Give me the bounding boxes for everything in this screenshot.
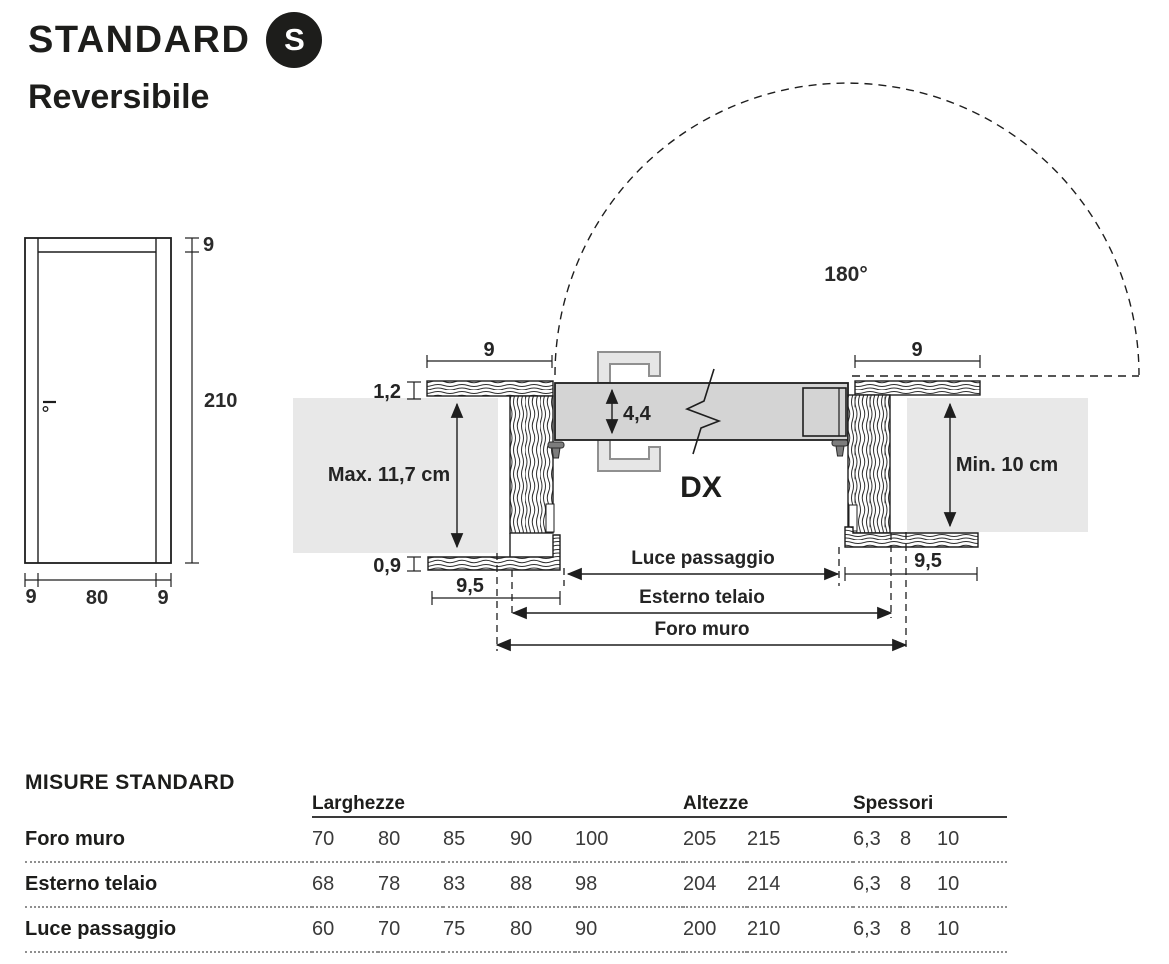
row-label: Luce passaggio [25, 908, 312, 953]
table-cell: 10 [937, 908, 1007, 953]
table-cell: 8 [900, 908, 937, 953]
table-cell: 60 [312, 908, 378, 953]
dim-casing-thickness: 1,2 [373, 381, 401, 403]
col-group-altezze: Altezze [683, 793, 853, 818]
dim-right-casing-width: 9 [911, 339, 923, 361]
dim-left-frame: 9 [25, 586, 37, 608]
table-cell: 70 [378, 908, 443, 953]
table-cell: 80 [510, 908, 575, 953]
table-cell: 8 [900, 818, 937, 863]
table-title: MISURE STANDARD [25, 771, 235, 794]
table-cell: 10 [937, 863, 1007, 908]
table-cell: 215 [747, 818, 853, 863]
table-cell: 8 [900, 863, 937, 908]
page-title: STANDARD [28, 18, 251, 61]
dim-right-frame-depth: 9,5 [914, 550, 942, 572]
badge-letter: S [284, 22, 305, 57]
table-cell: 90 [575, 908, 683, 953]
row-label: Esterno telaio [25, 863, 312, 908]
dim-left-frame-depth: 9,5 [456, 575, 484, 597]
table-cell: 6,3 [853, 863, 900, 908]
dim-right-frame: 9 [157, 587, 169, 609]
table-cell: 85 [443, 818, 510, 863]
table-cell: 6,3 [853, 818, 900, 863]
col-group-larghezze: Larghezze [312, 793, 683, 818]
door-frame-front [25, 238, 171, 563]
table-cell: 214 [747, 863, 853, 908]
elevation-height-dimension [185, 234, 237, 563]
table-cell: 88 [510, 863, 575, 908]
plan-view [293, 83, 1139, 651]
table-header-spacer [25, 793, 312, 816]
spec-table [25, 793, 1007, 953]
right-wall-label: Min. 10 cm [955, 454, 1059, 476]
row-label: Foro muro [25, 818, 312, 863]
dim-top-frame: 9 [203, 234, 215, 256]
table-cell: 200 [683, 908, 747, 953]
dim-lower-casing-thickness: 0,9 [373, 555, 401, 577]
luce-passaggio-label: Luce passaggio [631, 548, 775, 569]
table-cell: 6,3 [853, 908, 900, 953]
table-cell: 80 [378, 818, 443, 863]
handle-lower [598, 440, 660, 471]
table-cell: 90 [510, 818, 575, 863]
table-cell: 75 [443, 908, 510, 953]
elevation-width-dimension [25, 573, 171, 609]
latch-icon [832, 440, 848, 456]
table-cell: 83 [443, 863, 510, 908]
table-cell: 10 [937, 818, 1007, 863]
table-cell: 78 [378, 863, 443, 908]
dim-leaf-width: 80 [85, 587, 109, 609]
table-cell: 70 [312, 818, 378, 863]
dim-height: 210 [204, 390, 238, 412]
col-group-spessori: Spessori [853, 793, 1007, 818]
esterno-telaio-label: Esterno telaio [639, 587, 765, 608]
hand-label: DX [680, 471, 722, 504]
elevation-view [25, 234, 237, 609]
left-wall-label: Max. 11,7 cm [327, 464, 451, 486]
table-cell: 205 [683, 818, 747, 863]
dim-left-casing-width: 9 [483, 339, 495, 361]
dim-leaf-thickness: 4,4 [623, 403, 651, 425]
door-leaf-plan [555, 352, 848, 471]
table-cell: 68 [312, 863, 378, 908]
table-cell: 204 [683, 863, 747, 908]
swing-angle-label: 180° [824, 263, 868, 286]
table-cell: 210 [747, 908, 853, 953]
handle-upper [598, 352, 660, 383]
table-cell: 100 [575, 818, 683, 863]
table-cell: 98 [575, 863, 683, 908]
page-subtitle: Reversibile [28, 78, 210, 116]
door-swing-arc [555, 83, 1139, 376]
foro-muro-label: Foro muro [654, 619, 750, 640]
